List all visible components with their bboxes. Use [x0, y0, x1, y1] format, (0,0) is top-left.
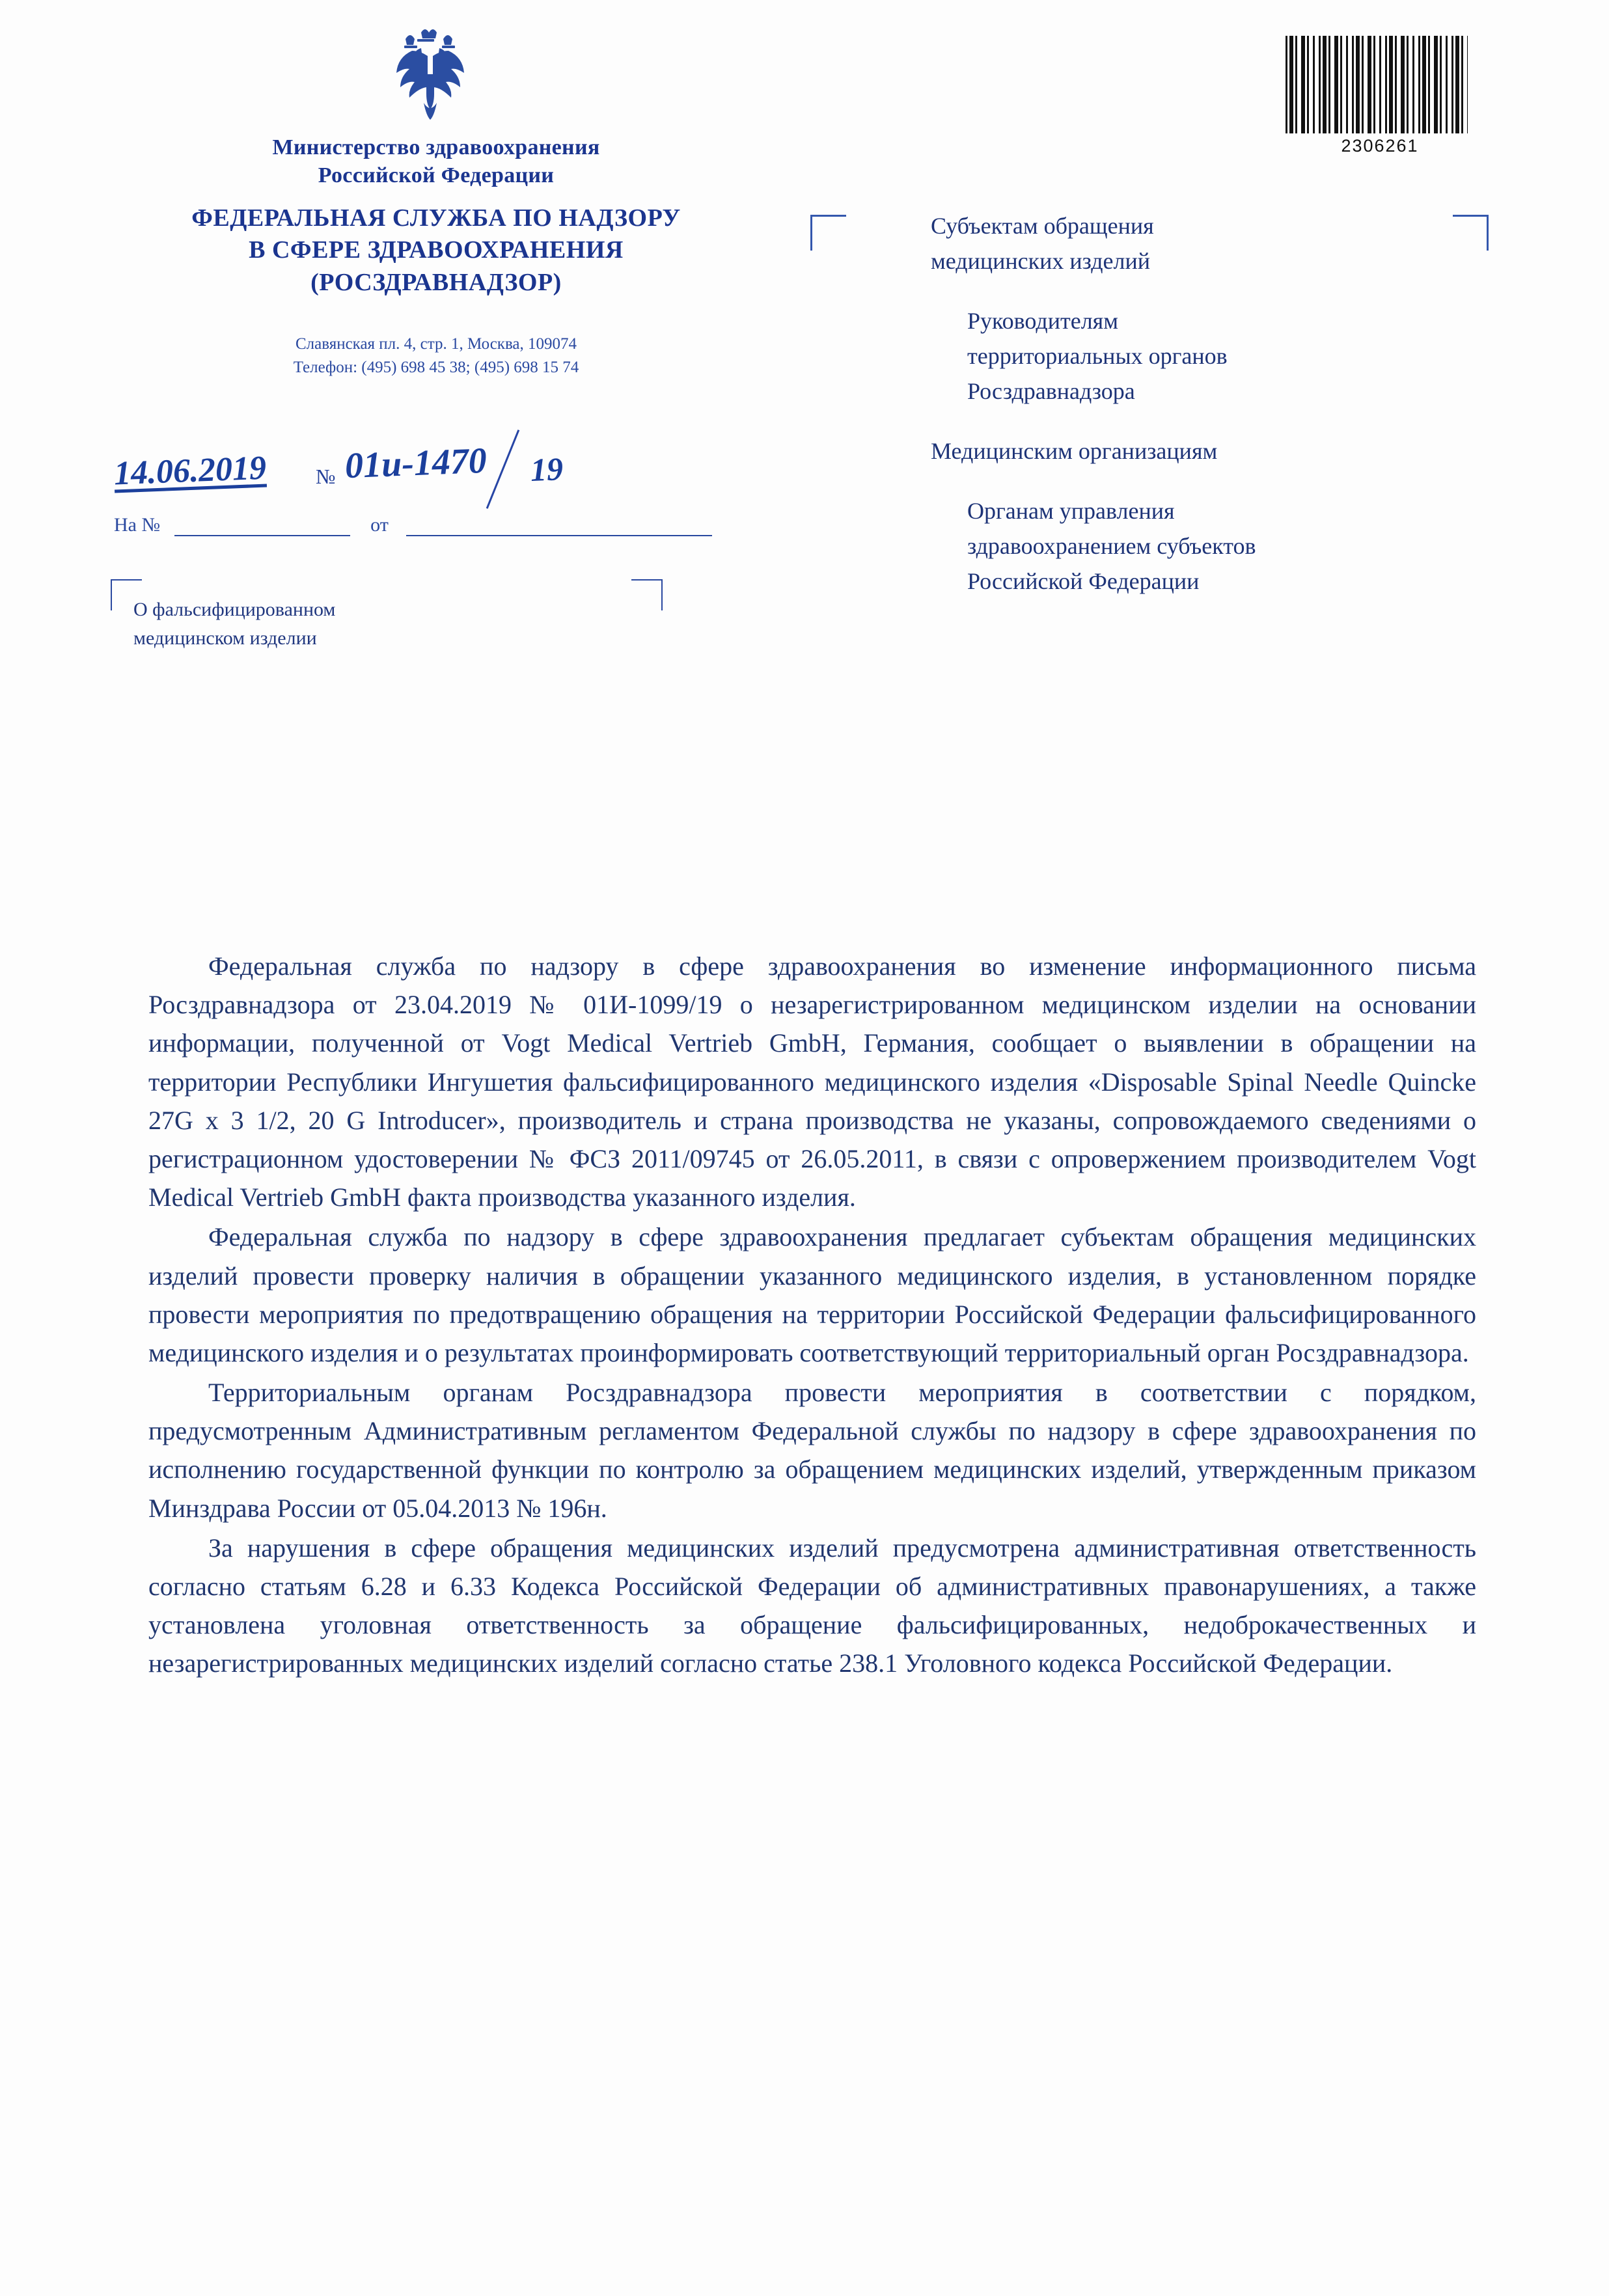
service-name	[111, 202, 762, 299]
addressee-group	[931, 208, 1478, 279]
addressee-line: Медицинским организациям	[931, 438, 1218, 464]
addressee-line: Руководителям	[967, 308, 1118, 334]
address-line: Славянская пл. 4, стр. 1, Москва, 109074	[295, 335, 577, 353]
registration-number: 01и-1470	[344, 440, 488, 487]
addressee-line: Росздравнадзора	[967, 378, 1135, 404]
number-symbol: №	[316, 465, 336, 488]
reply-date-rule	[406, 518, 712, 536]
letterhead	[111, 20, 762, 380]
addressee-line: здравоохранением субъектов	[967, 533, 1256, 559]
subject-line2: медицинском изделии	[133, 627, 317, 649]
subject-block	[133, 595, 589, 652]
addressee-line: Субъектам обращения	[931, 213, 1154, 239]
body-paragraph: Федеральная служба по надзору в сфере здравоохранения предлагает субъектам обращения медицинских изделий провести проверку наличия в обращении указанного медицинского изделия, в установленном порядке провести мероприятия по предотвращению обращения на территории Российской Федерации фальсифицированного медицинского изделия и о результатах проинформировать соответствующий территориальный орган Росздравнадзора.	[148, 1222, 1476, 1367]
barcode-block	[1286, 36, 1474, 156]
addressee-block	[931, 208, 1478, 599]
addressee-corner-top-left	[810, 215, 846, 251]
ministry-name-line2: Российской Федерации	[318, 163, 555, 187]
service-name-line3: (РОСЗДРАВНАДЗОР)	[310, 268, 562, 296]
barcode-icon	[1286, 36, 1468, 133]
registration-date: 14.06.2019	[113, 449, 268, 493]
body-paragraph: Федеральная служба по надзору в сфере здравоохранения во изменение информационного письма Росздравнадзора от 23.04.2019 № 01И-1099/19 о незарегистрированном медицинском изделии на основании информации, полученной от Vogt Medical Vertrieb GmbH, Германия, сообщает о выявлении в обращении на территории Республики Ингушетия фальсифицированного медицинского изделия «Disposable Spinal Needle Quincke 27G x 3 1/2, 20 G Introducer», производитель и страна производства не указаны, сопровождаемого сведениями о регистрационном удостоверении № ФСЗ 2011/09745 от 26.05.2011, в связи с опровержением производителем Vogt Medical Vertrieb GmbH факта производства указанного изделия.	[148, 951, 1476, 1212]
addressee-line: Российской Федерации	[967, 568, 1200, 594]
service-name-line2: В СФЕРЕ ЗДРАВООХРАНЕНИЯ	[249, 236, 624, 264]
addressee-line: медицинских изделий	[931, 248, 1151, 274]
subject-corner-top-right	[631, 579, 663, 610]
phone-line: Телефон: (495) 698 45 38; (495) 698 15 74	[293, 359, 579, 377]
number-slash	[486, 430, 519, 509]
document-body	[148, 947, 1476, 1684]
addressee-group	[931, 303, 1478, 409]
body-paragraph: За нарушения в сфере обращения медицинских изделий предусмотрена административная ответственность согласно статьям 6.28 и 6.33 Кодекса Российской Федерации об административных правонарушениях, а также установлена уголовная ответственность за обращение фальсифицированных, недоброкачественных и незарегистрированных медицинских изделий согласно статье 238.1 Уголовного кодекса Российской Федерации.	[148, 1533, 1476, 1678]
addressee-line: Органам управления	[967, 498, 1175, 524]
registration-number-year: 19	[529, 450, 564, 488]
reply-date-label: от	[370, 514, 389, 536]
addressee-line: территориальных органов	[967, 343, 1228, 369]
ministry-name	[111, 134, 762, 189]
letterhead-address	[111, 333, 762, 380]
ministry-name-line1: Министерство здравоохранения	[272, 135, 600, 159]
body-paragraph: Территориальным органам Росздравнадзора провести мероприятия в соответствии с порядком, предусмотренным Административным регламентом Федеральной службы по надзору в сфере здравоохранения по исполнению государственной функции по контролю за обращением медицинских изделий, утвержденным приказом Минздрава России от 05.04.2013 № 196н.	[148, 1378, 1476, 1523]
subject-line1: О фальсифицированном	[133, 599, 336, 620]
registration-line	[114, 436, 810, 514]
addressee-group	[931, 493, 1478, 599]
service-name-line1: ФЕДЕРАЛЬНАЯ СЛУЖБА ПО НАДЗОРУ	[191, 204, 681, 232]
barcode-value: 2306261	[1341, 136, 1419, 156]
russian-coat-of-arms-icon	[387, 20, 485, 130]
addressee-group	[931, 433, 1478, 469]
reply-reference-line	[114, 514, 784, 536]
reply-number-rule	[174, 518, 350, 536]
reply-label: На №	[114, 514, 161, 536]
